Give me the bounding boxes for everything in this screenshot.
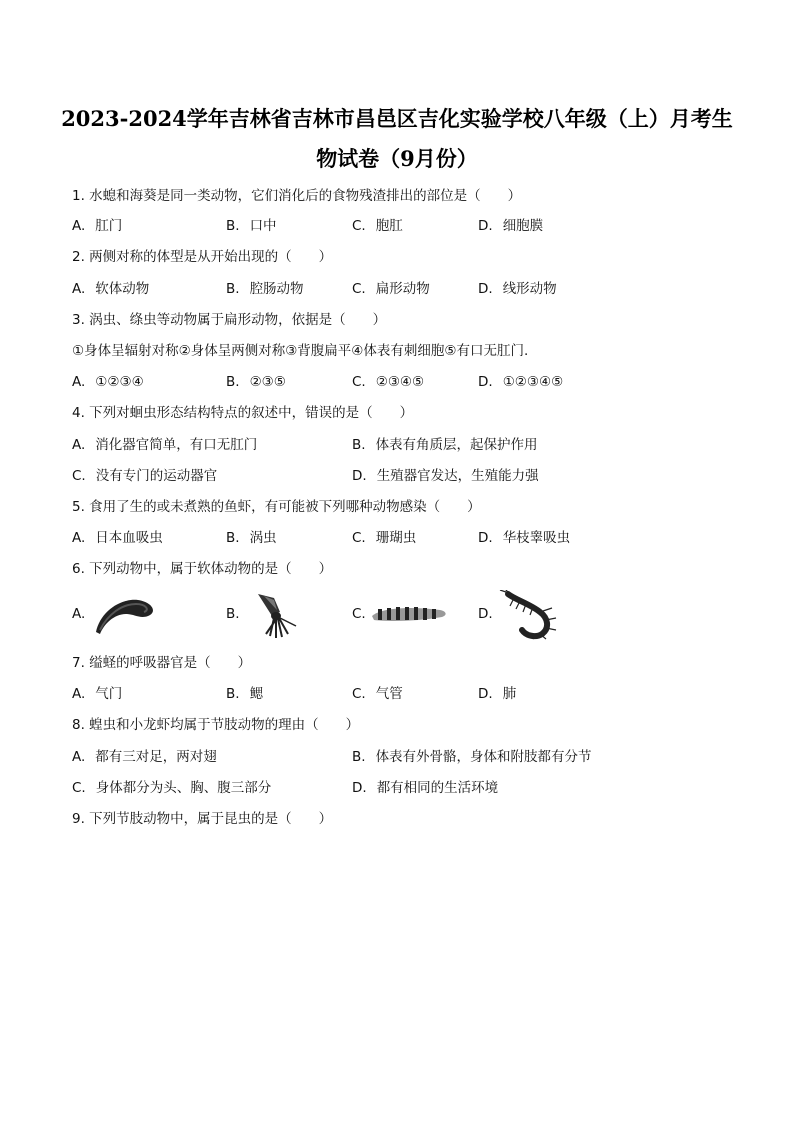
question-9-stem: 9. 下列节肢动物中，属于昆虫的是（ ） xyxy=(72,811,333,827)
option-letter: D. xyxy=(478,281,493,297)
question-5-stem: 5. 食用了生的或未煮熟的鱼虾，有可能被下列哪种动物感染（ ） xyxy=(72,499,481,515)
q7-option-c[interactable] xyxy=(352,684,403,704)
option-letter: C. xyxy=(72,468,86,484)
option-letter: D. xyxy=(478,530,493,546)
option-text: 肺 xyxy=(502,686,517,702)
q4-option-c[interactable] xyxy=(72,466,217,486)
exam-title-line1: 2023-2024学年吉林省吉林市昌邑区吉化实验学校八年级（上）月考生 xyxy=(61,106,733,131)
worm-image xyxy=(90,590,162,640)
question-7-stem: 7. 缢蛏的呼吸器官是（ ） xyxy=(72,655,252,671)
q2-option-c[interactable] xyxy=(352,279,430,299)
option-text: 身体都分为头、胸、腹三部分 xyxy=(95,780,272,796)
option-letter: D. xyxy=(352,468,367,484)
caterpillar-image xyxy=(370,590,450,640)
q8-option-b[interactable] xyxy=(352,747,592,767)
option-letter: C. xyxy=(352,374,366,390)
q2-option-b[interactable] xyxy=(226,279,304,299)
option-text: 鳃 xyxy=(249,686,264,702)
option-letter: B. xyxy=(226,218,240,234)
q1-option-a[interactable] xyxy=(72,216,122,236)
option-letter: B. xyxy=(226,530,240,546)
option-letter: C. xyxy=(352,281,366,297)
option-text: 珊瑚虫 xyxy=(375,530,417,546)
q4-option-a[interactable] xyxy=(72,435,257,455)
option-text: 肛门 xyxy=(95,218,123,234)
question-3-stem: 3. 涡虫、绦虫等动物属于扁形动物，依据是（ ） xyxy=(72,312,387,328)
option-letter: C. xyxy=(352,686,366,702)
option-letter: D. xyxy=(478,606,493,622)
option-text: 没有专门的运动器官 xyxy=(95,468,218,484)
option-letter: C. xyxy=(352,218,366,234)
option-letter: B. xyxy=(352,437,366,453)
q7-option-a[interactable] xyxy=(72,684,122,704)
option-text: 都有三对足，两对翅 xyxy=(95,749,217,765)
option-text: ①②③④⑤ xyxy=(502,374,564,390)
q2-option-a[interactable] xyxy=(72,279,149,299)
exam-title-line2: 物试卷（9月份） xyxy=(316,146,478,171)
option-letter: D. xyxy=(478,218,493,234)
q2-option-d[interactable] xyxy=(478,279,557,299)
q1-option-b[interactable] xyxy=(226,216,277,236)
option-text: 扁形动物 xyxy=(375,281,430,297)
q5-option-c[interactable] xyxy=(352,528,416,548)
option-text: ②③④⑤ xyxy=(375,374,425,390)
option-text: 线形动物 xyxy=(502,281,557,297)
q5-option-b[interactable] xyxy=(226,528,277,548)
option-text: 细胞膜 xyxy=(502,218,544,234)
option-letter: B. xyxy=(352,749,366,765)
option-letter: A. xyxy=(72,530,86,546)
option-text: 软体动物 xyxy=(95,281,150,297)
option-text: 华枝睾吸虫 xyxy=(502,530,571,546)
option-letter: A. xyxy=(72,606,86,622)
q8-option-c[interactable] xyxy=(72,778,271,798)
q1-option-d[interactable] xyxy=(478,216,543,236)
option-letter: A. xyxy=(72,218,86,234)
q3-option-d[interactable] xyxy=(478,372,563,392)
q4-option-b[interactable] xyxy=(352,435,538,455)
q3-option-b[interactable] xyxy=(226,372,286,392)
option-letter: C. xyxy=(352,606,366,622)
squid-image xyxy=(244,590,304,640)
question-4-stem: 4. 下列对蛔虫形态结构特点的叙述中，错误的是（ ） xyxy=(72,405,414,421)
option-text: 都有相同的生活环境 xyxy=(376,780,499,796)
option-text: 生殖器官发达，生殖能力强 xyxy=(376,468,539,484)
centipede-image xyxy=(496,590,566,640)
q5-option-d[interactable] xyxy=(478,528,570,548)
q8-option-d[interactable] xyxy=(352,778,498,798)
option-letter: A. xyxy=(72,374,86,390)
option-letter: B. xyxy=(226,606,240,622)
option-letter: B. xyxy=(226,281,240,297)
q3-option-a[interactable] xyxy=(72,372,144,392)
q4-option-d[interactable] xyxy=(352,466,539,486)
option-text: 消化器官简单，有口无肛门 xyxy=(95,437,258,453)
q1-option-c[interactable] xyxy=(352,216,403,236)
option-letter: A. xyxy=(72,281,86,297)
option-text: 口中 xyxy=(249,218,277,234)
q3-option-c[interactable] xyxy=(352,372,424,392)
option-letter: A. xyxy=(72,686,86,702)
option-letter: D. xyxy=(352,780,367,796)
option-letter: B. xyxy=(226,374,240,390)
question-1-stem: 1. 水螅和海葵是同一类动物，它们消化后的食物残渣排出的部位是（ ） xyxy=(72,188,522,204)
option-text: 体表有外骨骼，身体和附肢都有分节 xyxy=(375,749,592,765)
option-text: 体表有角质层，起保护作用 xyxy=(375,437,538,453)
q7-option-d[interactable] xyxy=(478,684,516,704)
q8-option-a[interactable] xyxy=(72,747,217,767)
question-8-stem: 8. 蝗虫和小龙虾均属于节肢动物的理由（ ） xyxy=(72,717,360,733)
option-letter: C. xyxy=(352,530,366,546)
option-text: 胞肛 xyxy=(375,218,403,234)
option-letter: D. xyxy=(478,374,493,390)
option-letter: A. xyxy=(72,749,86,765)
option-text: 腔肠动物 xyxy=(249,281,304,297)
option-letter: A. xyxy=(72,437,86,453)
question-2-stem: 2. 两侧对称的体型是从开始出现的（ ） xyxy=(72,249,333,265)
option-text: 气门 xyxy=(95,686,123,702)
option-text: 涡虫 xyxy=(249,530,277,546)
option-letter: B. xyxy=(226,686,240,702)
option-text: 日本血吸虫 xyxy=(95,530,163,546)
question-3-note: ①身体呈辐射对称②身体呈两侧对称③背腹扁平④体表有刺细胞⑤有口无肛门. xyxy=(72,343,529,359)
option-text: ①②③④ xyxy=(95,374,144,390)
option-letter: C. xyxy=(72,780,86,796)
option-text: ②③⑤ xyxy=(249,374,286,390)
option-letter: D. xyxy=(478,686,493,702)
q7-option-b[interactable] xyxy=(226,684,263,704)
q5-option-a[interactable] xyxy=(72,528,163,548)
option-text: 气管 xyxy=(375,686,403,702)
question-6-stem: 6. 下列动物中，属于软体动物的是（ ） xyxy=(72,561,333,577)
